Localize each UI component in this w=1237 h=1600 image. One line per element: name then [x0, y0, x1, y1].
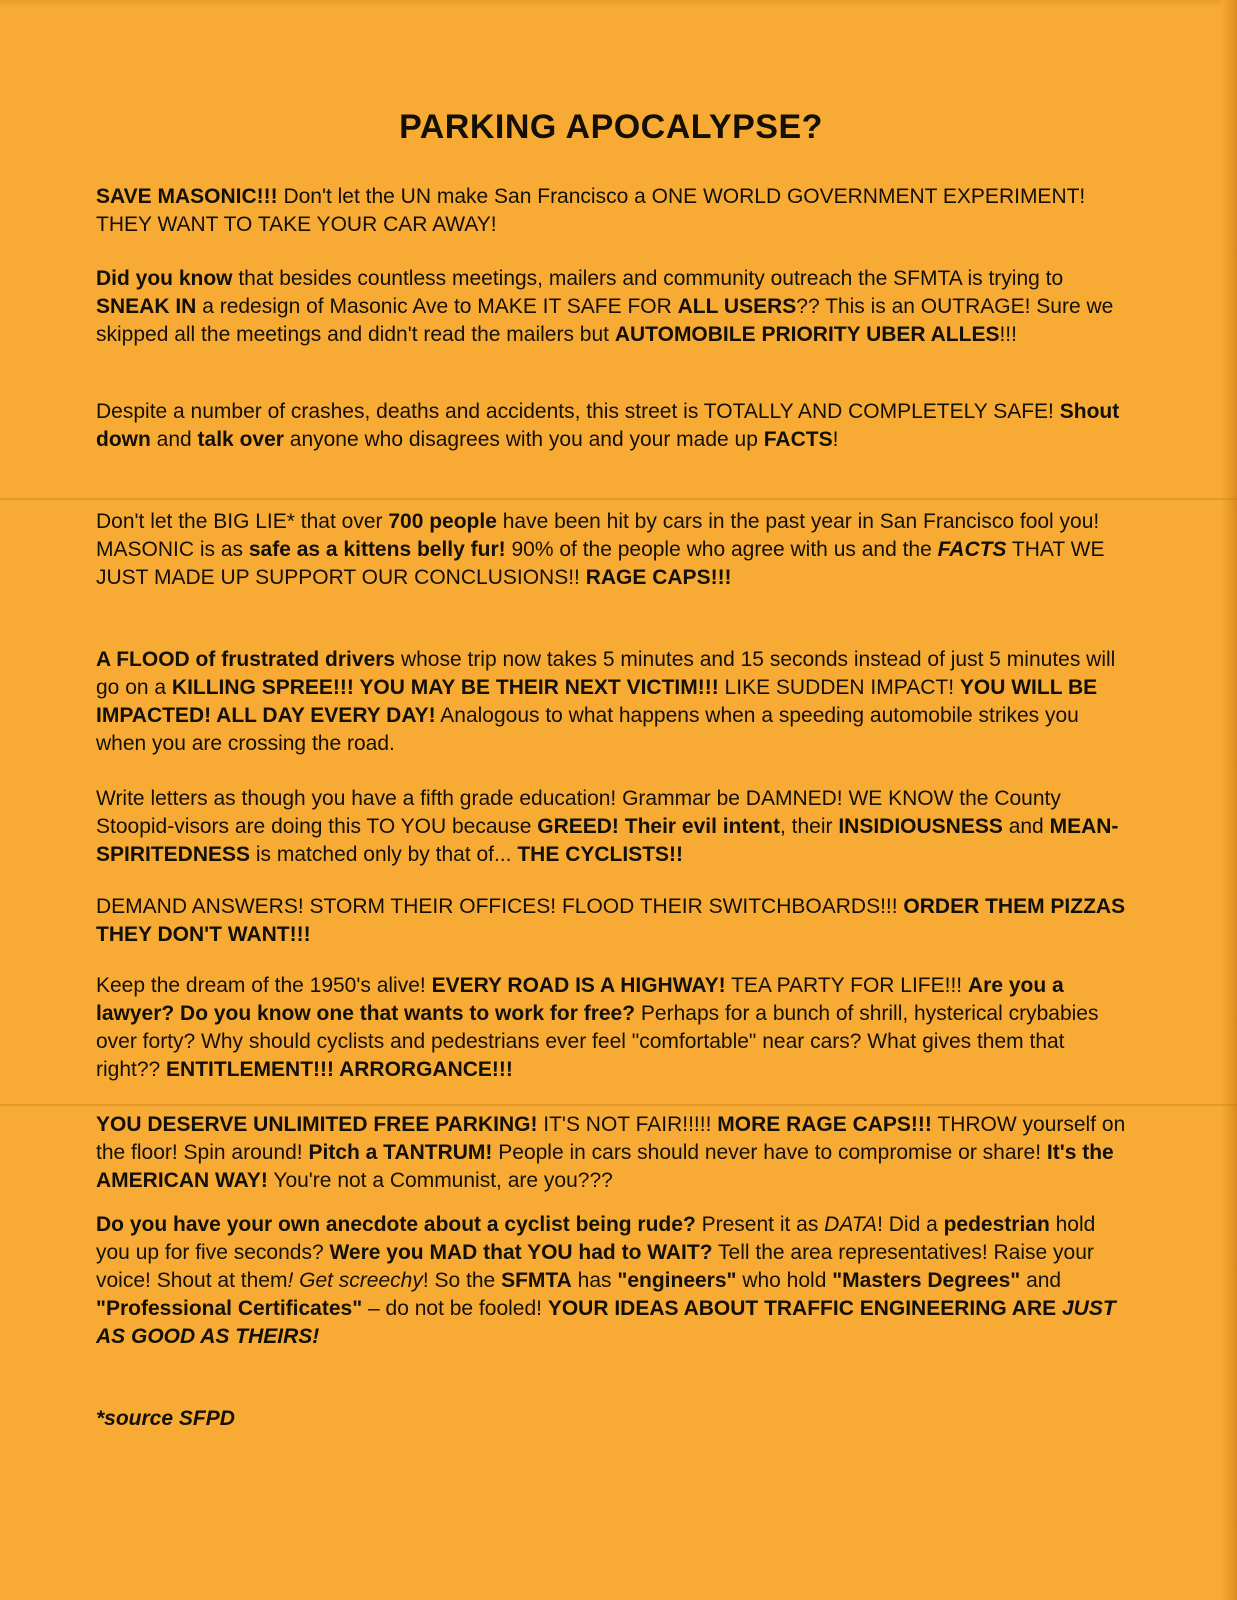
- text-segment: TEA PARTY FOR LIFE!!!: [725, 974, 968, 997]
- paragraph-save-masonic: [96, 183, 1126, 239]
- text-segment: "Masters Degrees": [832, 1269, 1021, 1292]
- text-segment: SFMTA: [501, 1269, 572, 1292]
- text-segment: and: [1020, 1269, 1062, 1292]
- text-segment: A FLOOD of frustrated drivers: [96, 648, 396, 671]
- text-segment: THE CYCLISTS!!: [517, 843, 684, 866]
- text-segment: ! So the: [422, 1269, 502, 1292]
- text-segment: !: [832, 428, 839, 451]
- text-segment: Present it as: [695, 1213, 825, 1236]
- text-segment: Don't let the BIG LIE* that over: [96, 510, 389, 533]
- paper-edge-top: [0, 0, 1237, 8]
- text-segment: who hold: [736, 1269, 833, 1292]
- text-segment: – do not be fooled!: [362, 1297, 548, 1320]
- text-segment: AUTOMOBILE PRIORITY UBER ALLES: [614, 323, 1000, 346]
- text-segment: SAVE MASONIC!!!: [96, 185, 278, 208]
- text-segment: Were you MAD that YOU had to WAIT?: [329, 1241, 713, 1264]
- text-segment: "engineers": [617, 1269, 737, 1292]
- text-segment: THAT WE JUST MADE UP SUPPORT OUR CONCLUSIONS!!: [96, 538, 1105, 589]
- text-segment: is matched only by that of...: [250, 843, 518, 866]
- text-segment: ! Did a: [877, 1213, 944, 1236]
- text-segment: Are you a lawyer? Do you know one that wants to work for free?: [96, 974, 1064, 1025]
- text-segment: Perhaps for a bunch of shrill, hysterical crybabies over forty? Why should cyclists and pedestrians ever feel "comfortable" near cars? What gives them that right??: [96, 1002, 1099, 1081]
- text-segment: It's the AMERICAN WAY!: [96, 1141, 1114, 1192]
- text-segment: safe as a kittens belly fur!: [248, 538, 506, 561]
- paragraph-big-lie: [96, 508, 1126, 592]
- text-segment: ALL USERS: [677, 295, 797, 318]
- text-segment: and: [150, 428, 198, 451]
- text-segment: ! Get screechy: [287, 1269, 423, 1292]
- text-segment: anyone who disagrees with you and your made up: [283, 428, 764, 451]
- page-title: PARKING APOCALYPSE?: [399, 108, 823, 146]
- text-segment: INSIDIOUSNESS: [838, 815, 1003, 838]
- text-segment: and: [1002, 815, 1050, 838]
- paragraph-write-letters: [96, 785, 1126, 869]
- text-segment: People in cars should never have to compromise or share!: [492, 1141, 1047, 1164]
- text-segment: SNEAK IN: [96, 295, 197, 318]
- text-segment: Keep the dream of the 1950's alive!: [96, 974, 432, 997]
- text-segment: MEAN-SPIRITEDNESS: [96, 815, 1119, 866]
- text-segment: Analogous to what happens when a speeding automobile strikes you when you are crossing the road.: [96, 704, 1079, 755]
- text-segment: DATA: [824, 1213, 878, 1236]
- paragraph-despite-crashes: [96, 398, 1126, 454]
- text-segment: has: [571, 1269, 618, 1292]
- text-segment: Don't let the UN make San Francisco a ONE WORLD GOVERNMENT EXPERIMENT! THEY WANT TO TAKE YOUR CAR AWAY!: [96, 185, 1086, 236]
- text-segment: EVERY ROAD IS A HIGHWAY!: [431, 974, 726, 997]
- text-segment: IT'S NOT FAIR!!!!!: [537, 1113, 718, 1136]
- paragraph-demand-answers: [96, 893, 1126, 949]
- paragraph-did-you-know: [96, 265, 1126, 349]
- text-segment: RAGE CAPS!!!: [585, 566, 732, 589]
- text-segment: Despite a number of crashes, deaths and accidents, this street is TOTALLY AND COMPLETELY SAFE!: [96, 400, 1060, 423]
- text-segment: *source SFPD: [96, 1407, 235, 1430]
- text-segment: hold you up for five seconds?: [96, 1213, 1096, 1264]
- text-segment: LIKE SUDDEN IMPACT!: [718, 676, 960, 699]
- text-segment: DEMAND ANSWERS! STORM THEIR OFFICES! FLOOD THEIR SWITCHBOARDS!!!: [96, 895, 904, 918]
- text-segment: You're not a Communist, are you???: [267, 1169, 613, 1192]
- paragraph-free-parking: [96, 1111, 1126, 1195]
- text-segment: 700 people: [388, 510, 497, 533]
- paragraph-anecdote: [96, 1211, 1126, 1351]
- text-segment: FACTS: [937, 538, 1007, 561]
- text-segment: !!!: [999, 323, 1017, 346]
- text-segment: 90% of the people who agree with us and the: [505, 538, 938, 561]
- text-segment: Did you know: [96, 267, 233, 290]
- text-segment: Tell the area representatives! Raise your voice! Shout at them: [96, 1241, 1094, 1292]
- text-segment: Shout down: [96, 400, 1120, 451]
- text-segment: FACTS: [763, 428, 833, 451]
- text-segment: "Professional Certificates": [96, 1297, 363, 1320]
- text-segment: that besides countless meetings, mailers and community outreach the SFMTA is trying to: [232, 267, 1064, 290]
- text-segment: ENTITLEMENT!!! ARRORGANCE!!!: [166, 1058, 513, 1081]
- text-segment: a redesign of Masonic Ave to MAKE IT SAFE FOR: [196, 295, 678, 318]
- text-segment: YOU DESERVE UNLIMITED FREE PARKING!: [96, 1113, 538, 1136]
- text-segment: JUST AS GOOD AS THEIRS!: [96, 1297, 1116, 1348]
- text-segment: ORDER THEM PIZZAS THEY DON'T WANT!!!: [96, 895, 1126, 946]
- text-segment: have been hit by cars in the past year in San Francisco fool you! MASONIC is as: [96, 510, 1100, 561]
- text-segment: whose trip now takes 5 minutes and 15 seconds instead of just 5 minutes will go on a: [96, 648, 1116, 699]
- footnote-source: [96, 1405, 1126, 1433]
- text-segment: Do you have your own anecdote about a cyclist being rude?: [96, 1213, 696, 1236]
- text-segment: talk over: [197, 428, 284, 451]
- text-segment: ?? This is an OUTRAGE! Sure we skipped all the meetings and didn't read the mailers but: [96, 295, 1114, 346]
- text-segment: KILLING SPREE!!! YOU MAY BE THEIR NEXT VICTIM!!!: [171, 676, 719, 699]
- paragraph-1950s-dream: [96, 972, 1126, 1084]
- text-segment: Write letters as though you have a fifth grade education! Grammar be DAMNED! WE KNOW the County Stoopid-visors are doing this TO YOU because: [96, 787, 1061, 838]
- text-segment: YOUR IDEAS ABOUT TRAFFIC ENGINEERING ARE: [547, 1297, 1062, 1320]
- paper-fold-line: [0, 498, 1237, 500]
- text-segment: Pitch a TANTRUM!: [308, 1141, 493, 1164]
- paragraph-flood-drivers: [96, 646, 1126, 758]
- text-segment: pedestrian: [943, 1213, 1050, 1236]
- paper-fold-line: [0, 1104, 1237, 1106]
- text-segment: GREED! Their evil intent: [537, 815, 780, 838]
- text-segment: THROW yourself on the floor! Spin around!: [96, 1113, 1126, 1164]
- text-segment: , their: [779, 815, 839, 838]
- paper-edge-right: [1221, 0, 1237, 1600]
- text-segment: MORE RAGE CAPS!!!: [717, 1113, 932, 1136]
- text-segment: YOU WILL BE IMPACTED! ALL DAY EVERY DAY!: [96, 676, 1098, 727]
